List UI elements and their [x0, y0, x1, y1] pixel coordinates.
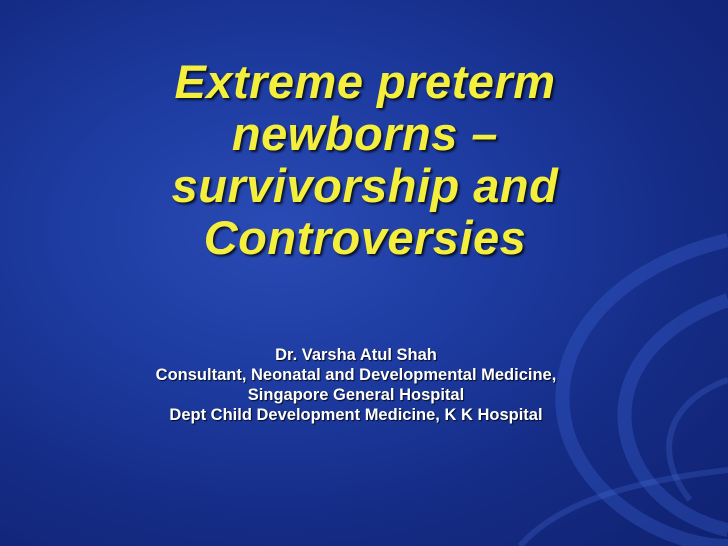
author-department: Dept Child Development Medicine, K K Hospital	[169, 406, 543, 424]
title-line: newborns –	[231, 107, 499, 160]
author-institution: Singapore General Hospital	[247, 386, 465, 404]
author-position: Consultant, Neonatal and Developmental Medicine,	[155, 366, 557, 384]
title-line: Controversies	[203, 211, 527, 264]
slide-subtitle	[106, 345, 606, 425]
author-name: Dr. Varsha Atul Shah	[275, 346, 437, 364]
slide-title	[110, 56, 620, 264]
title-line: survivorship and	[171, 159, 559, 212]
title-line: Extreme preterm	[174, 55, 556, 108]
